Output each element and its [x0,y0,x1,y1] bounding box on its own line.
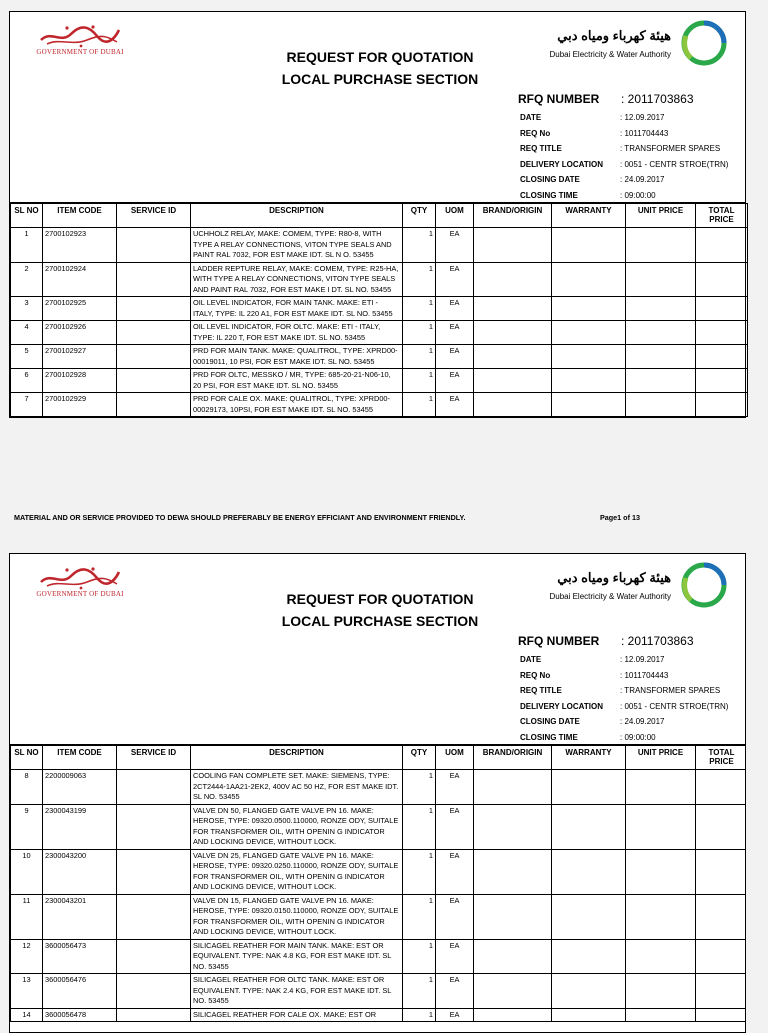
cell-item-code: 2700102924 [43,262,117,297]
rfq-meta [520,110,728,203]
cell-total-price [696,262,748,297]
cell-service-id [117,369,191,393]
cell-brand-origin [474,894,552,939]
meta-key: REQ No [520,128,551,138]
cell-total-price [696,345,748,369]
col-service-id: SERVICE ID [117,204,191,228]
meta-req-no [520,126,728,142]
cell-unit-price [626,369,696,393]
rfq-page-2 [9,553,746,1033]
cell-total-price [696,321,748,345]
cell-brand-origin [474,939,552,974]
cell-warranty [552,345,626,369]
meta-value: : 24.09.2017 [620,175,665,184]
meta-date [520,110,728,126]
cell-warranty [552,262,626,297]
dubai-calligraphy-icon [37,564,123,590]
cell-sl-no: 5 [11,345,43,369]
table-row [11,321,748,345]
col-warranty: WARRANTY [552,746,626,770]
cell-description: OIL LEVEL INDICATOR, FOR MAIN TANK. MAKE: ETI - ITALY, TYPE: IL 220 A1, FOR EST MAKE IDT. SL NO. 53455 [191,297,403,321]
col-service-id: SERVICE ID [117,746,191,770]
cell-warranty [552,228,626,263]
cell-description: UCHHOLZ RELAY, MAKE: COMEM, TYPE: R80-8, WITH TYPE A RELAY CONNECTIONS, VITON TYPE SEALS AND PAINT RAL 7032, FOR EST MAKE IDT. SL N O. 53455 [191,228,403,263]
cell-unit-price [626,228,696,263]
cell-warranty [552,974,626,1009]
cell-sl-no: 11 [11,894,43,939]
cell-qty: 1 [403,894,436,939]
government-of-dubai-logo [32,22,128,56]
rfq-number-label: RFQ NUMBER [518,634,600,648]
meta-value: : 0051 - CENTR STROE(TRN) [620,159,729,169]
table-row [11,804,747,849]
cell-service-id [117,804,191,849]
cell-total-price [696,974,747,1009]
document-subtitle: LOCAL PURCHASE SECTION [281,613,479,629]
col-qty: QTY [403,204,436,228]
col-uom: UOM [436,204,474,228]
cell-sl-no: 2 [11,262,43,297]
col-total-price: TOTAL PRICE [696,746,747,770]
cell-service-id [117,849,191,894]
cell-unit-price [626,894,696,939]
cell-uom: EA [436,369,474,393]
cell-item-code: 2300043201 [43,894,117,939]
cell-sl-no: 8 [11,770,43,805]
cell-unit-price [626,297,696,321]
cell-item-code: 2700102925 [43,297,117,321]
cell-service-id [117,228,191,263]
dewa-logo [521,558,731,618]
cell-warranty [552,770,626,805]
cell-description: OIL LEVEL INDICATOR, FOR OLTC. MAKE: ETI - ITALY, TYPE: IL 220 T, FOR EST MAKE IDT. SL NO. 53455 [191,321,403,345]
cell-unit-price [626,1008,696,1022]
meta-key: DELIVERY LOCATION [520,159,603,169]
cell-brand-origin [474,804,552,849]
cell-qty: 1 [403,393,436,417]
cell-warranty [552,849,626,894]
meta-req-title [520,683,728,699]
col-unit-price: UNIT PRICE [626,746,696,770]
cell-description: VALVE DN 15, FLANGED GATE VALVE PN 16. MAKE: HEROSE, TYPE: 09320.0150.110000, RONZE ODY, SUITALE FOR TRANSFORMER OIL, WITH OPENIN G INDICATOR AND LOCKING DEVICE, WITHOUT LOCK. [191,894,403,939]
cell-service-id [117,974,191,1009]
page-footer [14,513,754,522]
meta-key: REQ TITLE [520,686,562,695]
meta-key: CLOSING TIME [520,190,578,200]
rfq-number-value: : 2011703863 [621,92,694,106]
col-qty: QTY [403,746,436,770]
cell-unit-price [626,393,696,417]
cell-sl-no: 1 [11,228,43,263]
cell-sl-no: 10 [11,849,43,894]
meta-key: DELIVERY LOCATION [520,701,603,711]
cell-qty: 1 [403,345,436,369]
rfq-meta [520,652,728,745]
meta-closing-date [520,172,728,188]
cell-warranty [552,804,626,849]
cell-unit-price [626,262,696,297]
page-number: Page1 of 13 [600,513,640,522]
cell-qty: 1 [403,228,436,263]
cell-description: VALVE DN 50, FLANGED GATE VALVE PN 16. MAKE: HEROSE, TYPE: 09320.0500.110000, RONZE ODY, SUITALE FOR TRANSFORMER OIL, WITH OPENIN G INDICATOR AND LOCKING DEVICE, WITHOUT LOCK. [191,804,403,849]
rfq-number-label: RFQ NUMBER [518,92,600,106]
cell-unit-price [626,770,696,805]
items-table [10,745,746,1022]
meta-value: : 12.09.2017 [620,655,665,664]
col-description: DESCRIPTION [191,204,403,228]
meta-value: : 1011704443 [620,128,669,138]
cell-sl-no: 3 [11,297,43,321]
meta-value: : 12.09.2017 [620,113,665,122]
meta-value: : 1011704443 [620,670,669,680]
footer-note: MATERIAL AND OR SERVICE PROVIDED TO DEWA SHOULD PREFERABLY BE ENERGY EFFICIANT AND ENVIRONMENT FRIENDLY. [14,513,466,522]
meta-delivery-location [520,699,728,715]
cell-total-price [696,393,748,417]
cell-warranty [552,369,626,393]
table-header [11,746,747,770]
cell-description: PRD FOR CALE OX. MAKE: QUALITROL, TYPE: XPRD00-00029173, 10PSI, FOR EST MAKE IDT. SL NO. 53455 [191,393,403,417]
col-warranty: WARRANTY [552,204,626,228]
cell-brand-origin [474,321,552,345]
cell-brand-origin [474,974,552,1009]
meta-closing-time [520,730,728,746]
table-body [11,228,748,417]
col-unit-price: UNIT PRICE [626,204,696,228]
cell-service-id [117,1008,191,1022]
cell-brand-origin [474,228,552,263]
col-sl-no: SL NO [11,204,43,228]
cell-uom: EA [436,393,474,417]
cell-qty: 1 [403,297,436,321]
table-row [11,894,747,939]
cell-service-id [117,939,191,974]
meta-key: CLOSING DATE [520,175,580,184]
cell-unit-price [626,321,696,345]
cell-uom: EA [436,1008,474,1022]
cell-service-id [117,345,191,369]
government-label: GOVERNMENT OF DUBAI [36,590,124,598]
table-row [11,297,748,321]
dewa-arabic-name: هيئة كهرباء ومياه دبي [557,28,671,43]
cell-total-price [696,894,747,939]
meta-value: : 09:00:00 [620,190,656,200]
cell-service-id [117,297,191,321]
cell-unit-price [626,804,696,849]
meta-value: : 24.09.2017 [620,717,665,726]
meta-delivery-location [520,157,728,173]
meta-req-title [520,141,728,157]
cell-uom: EA [436,849,474,894]
cell-brand-origin [474,1008,552,1022]
cell-description: VALVE DN 25, FLANGED GATE VALVE PN 16. MAKE: HEROSE, TYPE: 09320.0250.110000, RONZE ODY, SUITALE FOR TRANSFORMER OIL, WITH OPENIN G INDICATOR AND LOCKING DEVICE, WITHOUT LOCK. [191,849,403,894]
page-header [10,554,745,745]
table-row [11,939,747,974]
meta-key: REQ No [520,670,551,680]
cell-unit-price [626,345,696,369]
cell-item-code: 2300043200 [43,849,117,894]
cell-item-code: 2300043199 [43,804,117,849]
page-header [10,12,745,203]
col-brand-origin: BRAND/ORIGIN [474,204,552,228]
meta-key: CLOSING DATE [520,717,580,726]
cell-sl-no: 9 [11,804,43,849]
table-header [11,204,748,228]
table-row [11,1008,747,1022]
cell-sl-no: 6 [11,369,43,393]
dewa-arabic-name: هيئة كهرباء ومياه دبي [557,570,671,585]
cell-total-price [696,939,747,974]
cell-qty: 1 [403,770,436,805]
cell-warranty [552,321,626,345]
cell-item-code: 2200009063 [43,770,117,805]
cell-warranty [552,939,626,974]
cell-warranty [552,894,626,939]
cell-warranty [552,393,626,417]
cell-uom: EA [436,345,474,369]
table-row [11,849,747,894]
cell-description: LADDER REPTURE RELAY, MAKE: COMEM, TYPE: R25-HA, WITH TYPE A RELAY CONNECTIONS, VITON TYPE SEALS AND PAINT RAL 7032, FOR EST MAKE I DT. SL NO. 53455 [191,262,403,297]
meta-key: DATE [520,113,542,122]
document-subtitle: LOCAL PURCHASE SECTION [281,71,479,87]
meta-key: CLOSING TIME [520,732,578,742]
government-of-dubai-logo [32,564,128,598]
dewa-english-name: Dubai Electricity & Water Authority [549,50,671,59]
cell-total-price [696,849,747,894]
col-uom: UOM [436,746,474,770]
table-body [11,770,747,1022]
cell-qty: 1 [403,804,436,849]
cell-brand-origin [474,770,552,805]
cell-qty: 1 [403,369,436,393]
cell-total-price [696,770,747,805]
cell-sl-no: 12 [11,939,43,974]
meta-date [520,652,728,668]
cell-qty: 1 [403,262,436,297]
cell-sl-no: 13 [11,974,43,1009]
cell-service-id [117,321,191,345]
cell-service-id [117,262,191,297]
cell-sl-no: 4 [11,321,43,345]
cell-uom: EA [436,804,474,849]
meta-closing-date [520,714,728,730]
cell-service-id [117,894,191,939]
dubai-calligraphy-icon [37,22,123,48]
col-total-price: TOTAL PRICE [696,204,748,228]
meta-value: : 0051 - CENTR STROE(TRN) [620,701,729,711]
table-row [11,228,748,263]
cell-description: PRD FOR OLTC, MESSKO / MR, TYPE: 685-20-21-N06-10, 20 PSI, FOR EST MAKE IDT. SL NO. 53455 [191,369,403,393]
table-row [11,974,747,1009]
dewa-ring-icon [677,558,731,612]
cell-sl-no: 14 [11,1008,43,1022]
meta-req-no [520,668,728,684]
table-row [11,262,748,297]
meta-value: : TRANSFORMER SPARES [620,144,721,153]
cell-total-price [696,1008,747,1022]
cell-total-price [696,297,748,321]
cell-total-price [696,369,748,393]
cell-uom: EA [436,974,474,1009]
col-description: DESCRIPTION [191,746,403,770]
cell-description: SILICAGEL REATHER FOR CALE OX. MAKE: EST OR [191,1008,403,1022]
col-brand-origin: BRAND/ORIGIN [474,746,552,770]
cell-item-code: 2700102929 [43,393,117,417]
col-sl-no: SL NO [11,746,43,770]
cell-uom: EA [436,770,474,805]
table-row [11,393,748,417]
cell-uom: EA [436,939,474,974]
meta-value: : TRANSFORMER SPARES [620,686,721,695]
cell-qty: 1 [403,939,436,974]
meta-value: : 09:00:00 [620,732,656,742]
cell-service-id [117,770,191,805]
cell-item-code: 2700102927 [43,345,117,369]
cell-qty: 1 [403,321,436,345]
government-label: GOVERNMENT OF DUBAI [36,48,124,56]
cell-uom: EA [436,321,474,345]
cell-unit-price [626,939,696,974]
cell-total-price [696,804,747,849]
cell-description: COOLING FAN COMPLETE SET. MAKE: SIEMENS, TYPE: 2CT2444-1AA21-2EK2, 400V AC 50 HZ, FOR EST MAKE IDT. SL NO. 53455 [191,770,403,805]
dewa-english-name: Dubai Electricity & Water Authority [549,592,671,601]
cell-brand-origin [474,849,552,894]
meta-key: REQ TITLE [520,144,562,153]
dewa-logo [521,16,731,76]
cell-uom: EA [436,228,474,263]
cell-service-id [117,393,191,417]
table-row [11,770,747,805]
cell-item-code: 2700102928 [43,369,117,393]
cell-brand-origin [474,393,552,417]
cell-qty: 1 [403,849,436,894]
col-item-code: ITEM CODE [43,204,117,228]
cell-item-code: 2700102923 [43,228,117,263]
dewa-ring-icon [677,16,731,70]
cell-warranty [552,297,626,321]
cell-qty: 1 [403,1008,436,1022]
cell-item-code: 3600056478 [43,1008,117,1022]
table-row [11,369,748,393]
cell-warranty [552,1008,626,1022]
cell-qty: 1 [403,974,436,1009]
rfq-page-1 [9,11,746,418]
meta-closing-time [520,188,728,204]
cell-unit-price [626,849,696,894]
cell-total-price [696,228,748,263]
cell-brand-origin [474,262,552,297]
document-title: REQUEST FOR QUOTATION [286,49,474,65]
rfq-number-value: : 2011703863 [621,634,694,648]
cell-brand-origin [474,297,552,321]
cell-description: SILICAGEL REATHER FOR MAIN TANK. MAKE: EST OR EQUIVALENT. TYPE: NAK 4.8 KG, FOR EST MAKE IDT. SL NO. 53455 [191,939,403,974]
col-item-code: ITEM CODE [43,746,117,770]
meta-key: DATE [520,655,542,664]
cell-description: SILICAGEL REATHER FOR OLTC TANK. MAKE: EST OR EQUIVALENT. TYPE: NAK 2.4 KG, FOR EST MAKE IDT. SL NO. 53455 [191,974,403,1009]
cell-unit-price [626,974,696,1009]
cell-uom: EA [436,297,474,321]
cell-uom: EA [436,262,474,297]
items-table [10,203,748,417]
cell-item-code: 3600056473 [43,939,117,974]
cell-brand-origin [474,369,552,393]
cell-item-code: 3600056476 [43,974,117,1009]
cell-description: PRD FOR MAIN TANK. MAKE: QUALITROL, TYPE: XPRD00-00019011, 10 PSI, FOR EST MAKE IDT. SL NO. 53455 [191,345,403,369]
document-title: REQUEST FOR QUOTATION [286,591,474,607]
cell-sl-no: 7 [11,393,43,417]
table-row [11,345,748,369]
cell-item-code: 2700102926 [43,321,117,345]
cell-uom: EA [436,894,474,939]
cell-brand-origin [474,345,552,369]
